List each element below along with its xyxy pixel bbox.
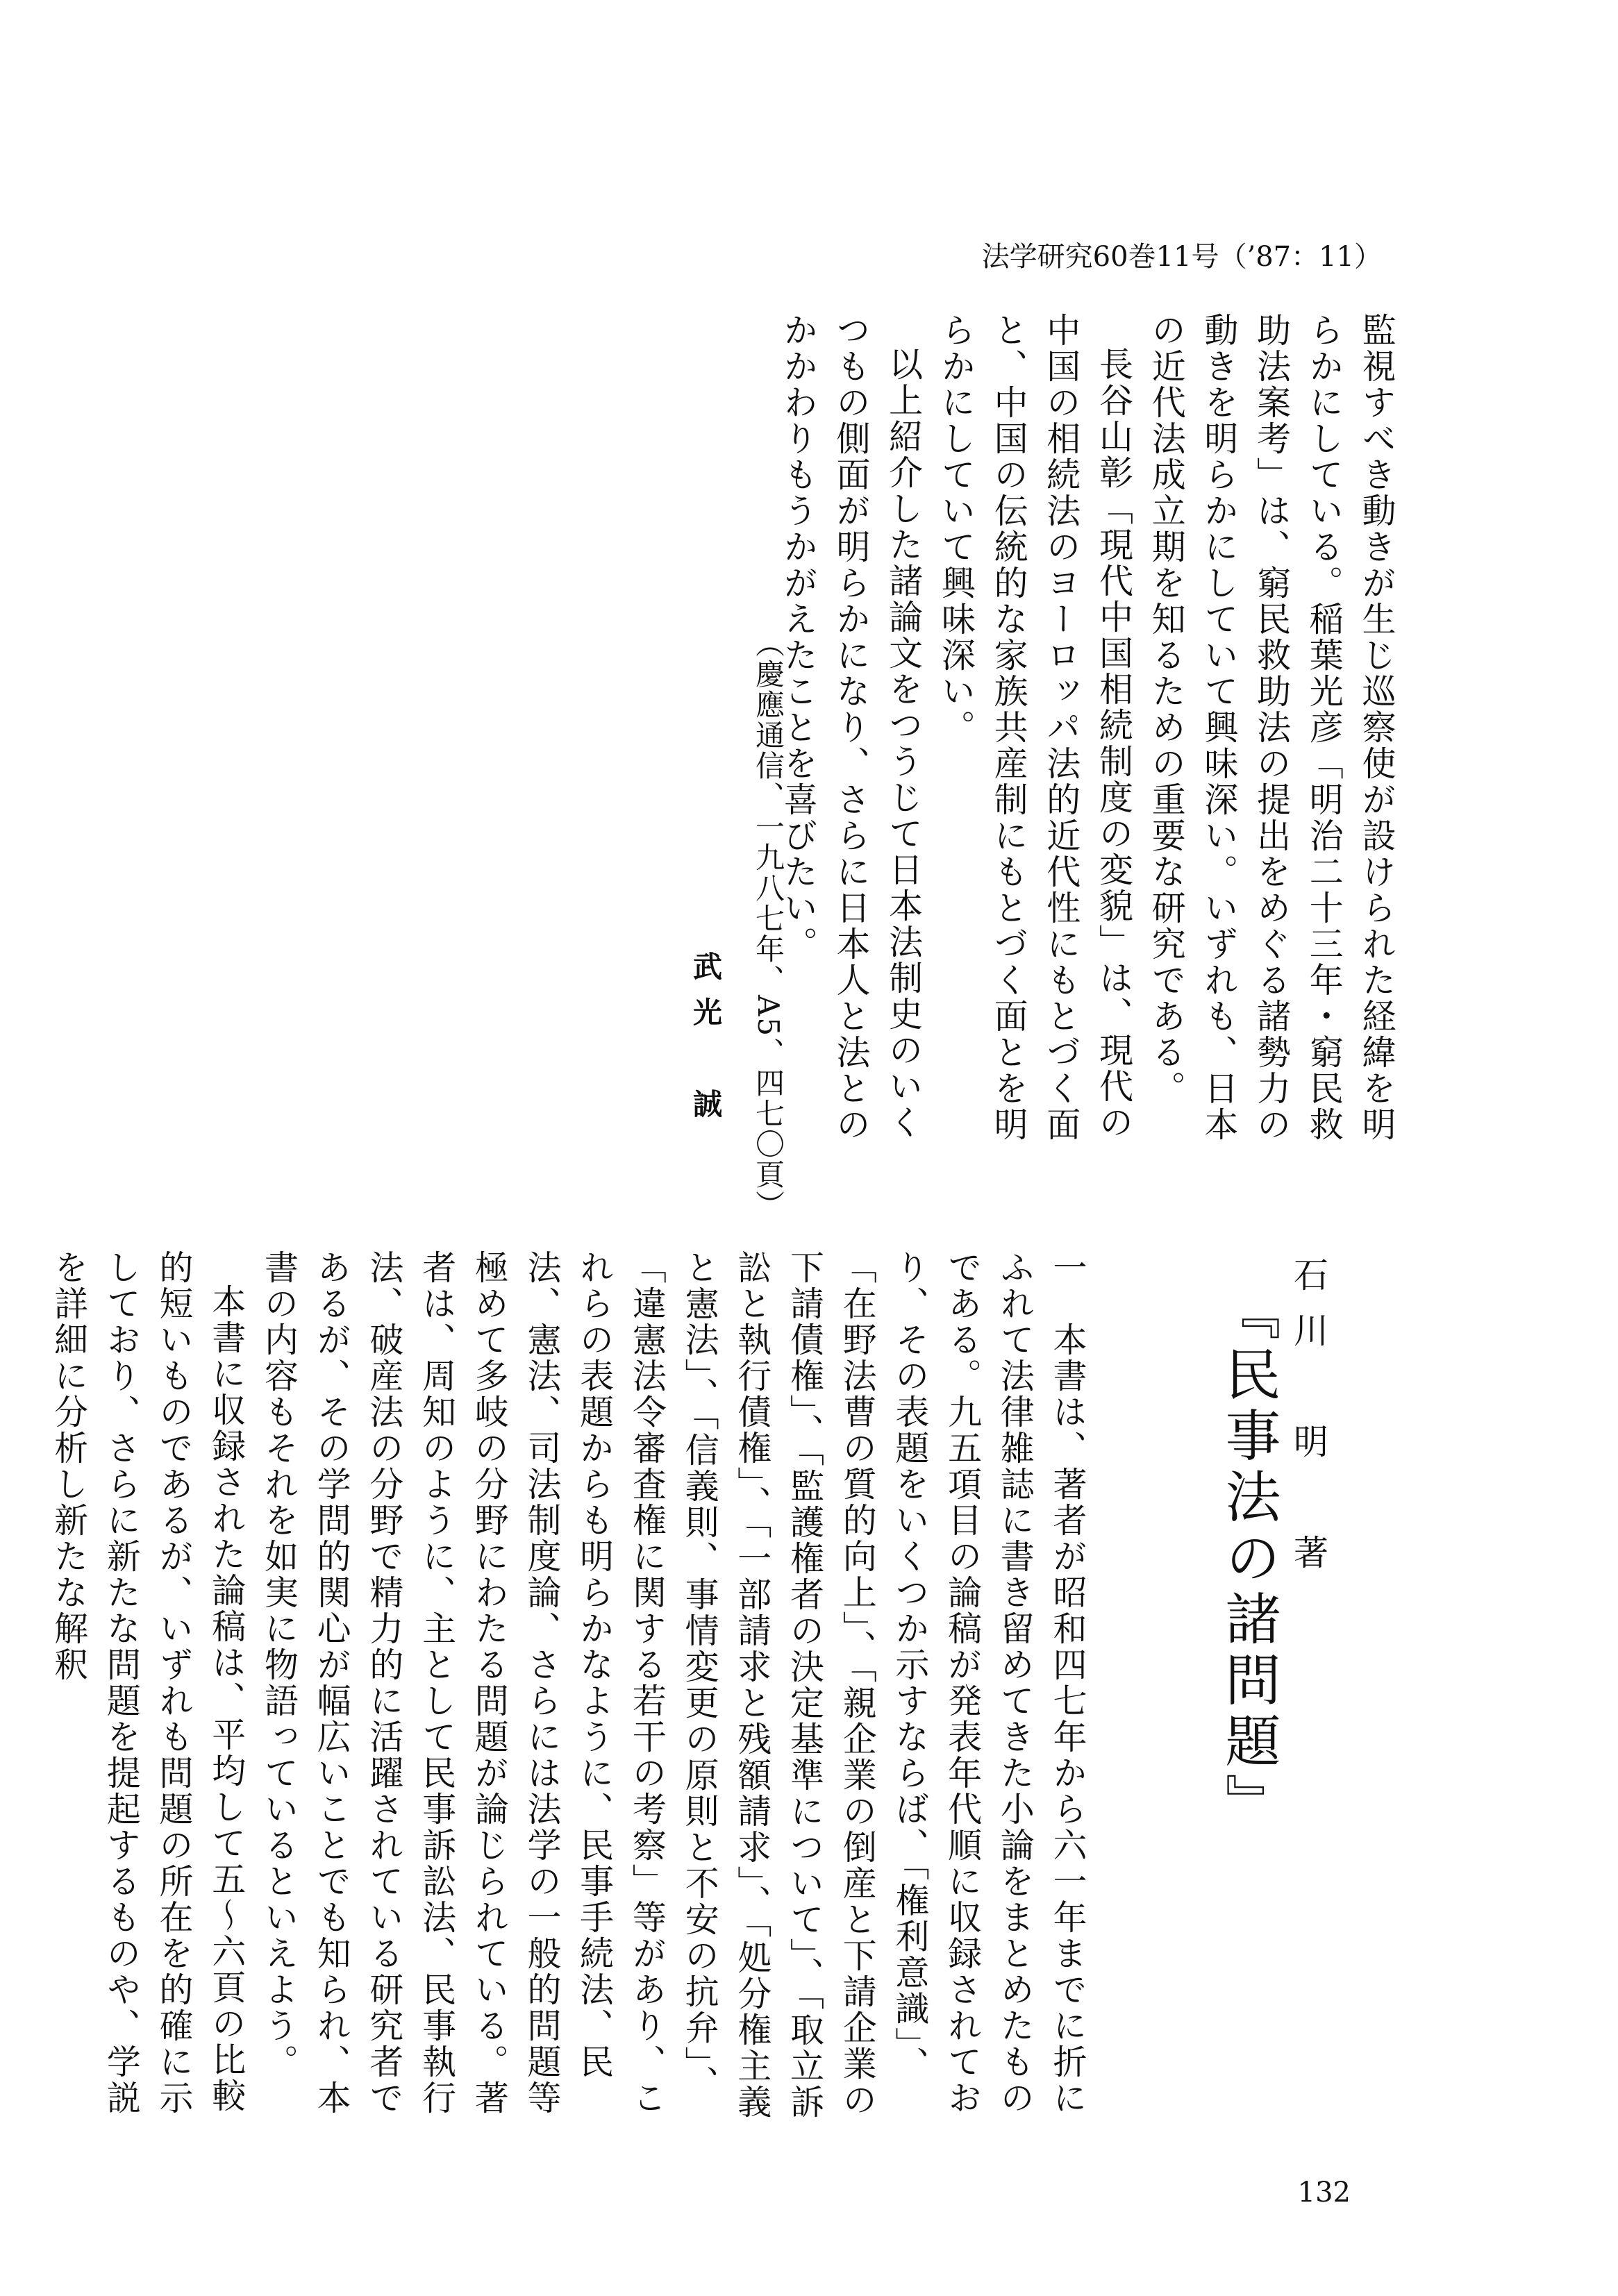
paragraph: 長谷山彰「現代中国相続制度の変貌」は、現代の中国の相続法のヨーロッパ法的近代性にもとづく面と、中国の伝統的な家族共産制にもとづく面とを明らかにしていて興味深い。 [936, 312, 1134, 1143]
paragraph: 本書に収録された論稿は、平均して五～六頁の比較的短いものであるが、いずれも問題の所在を的確に示しており、さらに新たな問題を提起するものや、学説を詳細に分析し新たな解釈 [49, 1250, 247, 2116]
publication-info [747, 628, 789, 1221]
reviewer-name: 武光 誠 [689, 951, 723, 1134]
journal-header: 法学研究60巻11号（’87：11） [981, 241, 1382, 273]
review-body [42, 1250, 1094, 2125]
book-title: 『民事法の諸問題』 [1216, 1284, 1281, 1834]
paragraph: 一 本書は、著者が昭和四七年から六一年までに折にふれて法律雑誌に書き留めてきた小論をまとめたものである。九五項目の論稿が発表年代順に収録されており、その表題をいくつか示すならば、「権利意識」、「在野法曹の質的向上」、「親企業の倒産と下請企業の下請債権」、「監護権者の決定基準について」、「取立訴訟と執行債権」、「一部請求と残額請求」、「処分権主義と憲法」、「信義則、事情変更の原則と不安の抗弁」、「違憲法令審査権に関する若干の考察」等があり、これらの表題からも明らかなように、民事手続法、民法、憲法、司法制度論、さらには法学の一般的問題等極めて多岐の分野にわたる問題が論じられている。著者は、周知のように、主として民事訴訟法、民事執行法、破産法の分野で精力的に活躍されている研究者であるが、その学問的関心が幅広いことでも知られ、本書の内容もそれを如実に物語っているといえよう。 [259, 1250, 1087, 2120]
page-number: 132 [1297, 2177, 1351, 2209]
paragraph: 以上紹介した諸論文をつうじて日本法制史のいくつもの側面が明らかになり、さらに日本人と法とのかかわりもうかがえたことを喜びたい。 [778, 312, 924, 1143]
previous-article-text [772, 312, 1403, 1173]
publication-source: （慶應通信、一九八七年、A5、四七〇頁） [751, 628, 785, 1221]
book-author: 石川 明 著 [1288, 1257, 1328, 1590]
paragraph: 監視すべき動きが生じ巡察使が設けられた経緯を明らかにしている。稲葉光彦「明治二十三年・窮民救助法案考」は、窮民救助法の提出をめぐる諸勢力の動きを明らかにしていて興味深い。いずれも、日本の近代法成立期を知るための重要な研究である。 [1146, 312, 1396, 1143]
